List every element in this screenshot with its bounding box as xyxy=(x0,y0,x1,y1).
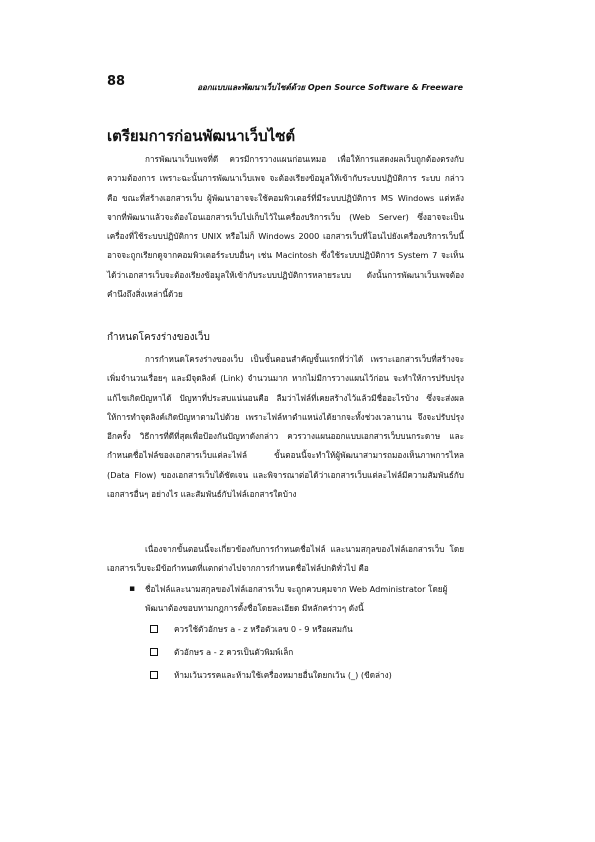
list-item xyxy=(150,620,470,643)
list-item-text: ตัวอักษร a - z ควรเป็นตัวพิมพ์เล็ก xyxy=(174,647,294,657)
paragraph xyxy=(107,540,464,579)
paragraph-text: เนื่องจากขั้นตอนนี้จะเกี่ยวข้องกับการกำหนดชื่อไฟล์ และนามสกุลของไฟล์เอกสารเว็บ โดยเอกสารเว็บจะมีข้อกำหนดที่แตกต่างไปจากการกำหนดชื่อไฟล์ปกติทั่วไป คือ xyxy=(107,544,464,574)
square-bullet-icon xyxy=(150,648,158,656)
paragraph-text: การพัฒนาเว็บเพจที่ดี ควรมีการวางแผนก่อนเหมอ เพื่อให้การแสดงผลเว็บถูกต้องตรงกับความต้องการ เพราะฉะนั้นการพัฒนาเว็บเพจ จะต้องเรียงข้อมูลให้เข้ากับระบบปฏิบัติการ ระบบ กล่าวคือ ขณะที่สร้างเอกสารเว็บ ผู้พัฒนาอาจจะใช้คอมพิวเตอร์ที่มีระบบปฏิบัติการ MS Windows แต่หลังจากที่พัฒนาแล้วจะต้องโอนเอกสารเว็บไปเก็บไว้ในเครื่องบริการเว็บ (Web Server) ซึ่งอาจจะเป็นเครื่องที่ใช้ระบบปฏิบัติการ UNIX หรือไม่ก็ Windows 2000 เอกสารเว็บที่โอนไปยังเครื่องบริการเว็บนี้ อาจจะถูกเรียกดูจากคอมพิวเตอร์ระบบอื่นๆ เช่น Macintosh ซึ่งใช้ระบบปฏิบัติการ System 7 จะเห็นได้ว่าเอกสารเว็บจะต้องเรียงข้อมูลให้เข้ากับระบบปฏิบัติการหลายระบบ ดังนั้นการพัฒนาเว็บเพจต้องคำนึงถึงสิ่งเหล่านี้ด้วย xyxy=(107,154,464,300)
paragraph xyxy=(107,150,464,304)
bullet-text: ชื่อไฟล์และนามสกุลของไฟล์เอกสารเว็บ จะถูกควบคุมจาก Web Administrator โดยผู้พัฒนาต้องขอบหามกฎการตั้งชื่อโดยละเอียด มีหลักคร่าวๆ ดังนี้ xyxy=(145,584,448,613)
list-item xyxy=(150,666,470,689)
section-title: เตรียมการก่อนพัฒนาเว็บไซต์ xyxy=(107,127,296,145)
paragraph-text: การกำหนดโครงร่างของเว็บ เป็นขั้นตอนสำคัญขั้นแรกที่ว่าได้ เพราะเอกสารเว็บที่สร้างจะเพิ่มจำนวนเรื่อยๆ และมีจุดลิงค์ (Link) จำนวนมาก หากไม่มีการวางแผนไว้ก่อน จะทำให้การปรับปรุง แก้ไขเกิดปัญหาได้ ปัญหาที่ประสบแน่นอนคือ ลืมว่าไฟล์ที่เคยสร้างไว้แล้วมีชื่ออะไรบ้าง ซึ่งจะส่งผลให้การทำจุดลิงค์เกิดปัญหาตามไปด้วย เพราะไฟล์หาตำแหน่งได้ยากจะทั้งช่วงเวลานาน จึงจะปรับปรุงอีกครั้ง วิธีการที่ดีที่สุดเพื่อป้องกันปัญหาดังกล่าว ควรวางแผนออกแบบเอกสารเว็บบนกระดาษ และกำหนดชื่อไฟล์ของเอกสารเว็บแต่ละไฟล์ ขั้นตอนนี้จะทำให้ผู้พัฒนาสามารถมองเห็นภาพการไหล (Data Flow) ของเอกสารเว็บได้ชัดเจน และพิจารณาต่อได้ว่าเอกสารเว็บแต่ละไฟล์มีความสัมพันธ์กับเอกสารอื่นๆ อย่างไร และสัมพันธ์กับไฟล์เอกสารใดบ้าง xyxy=(107,354,464,500)
page-number: 88 xyxy=(107,74,126,89)
paragraph xyxy=(107,350,464,504)
list-item xyxy=(150,643,470,666)
sub-list xyxy=(150,620,470,689)
bullet-icon: ▪ xyxy=(129,584,136,594)
bullet-item xyxy=(129,580,465,618)
subsection-heading: กำหนดโครงร่างของเว็บ xyxy=(107,332,210,343)
list-item-text: ควรใช้ตัวอักษร a - z หรือตัวเลข 0 - 9 หรือผสมกัน xyxy=(174,624,353,634)
square-bullet-icon xyxy=(150,625,158,633)
running-header: ออกแบบและพัฒนาเว็บไซต์ด้วย Open Source Software & Freeware xyxy=(197,83,463,92)
list-item-text: ห้ามเว้นวรรคและห้ามใช้เครื่องหมายอื่นใดยกเว้น (_) (ขีดล่าง) xyxy=(174,670,392,680)
square-bullet-icon xyxy=(150,671,158,679)
